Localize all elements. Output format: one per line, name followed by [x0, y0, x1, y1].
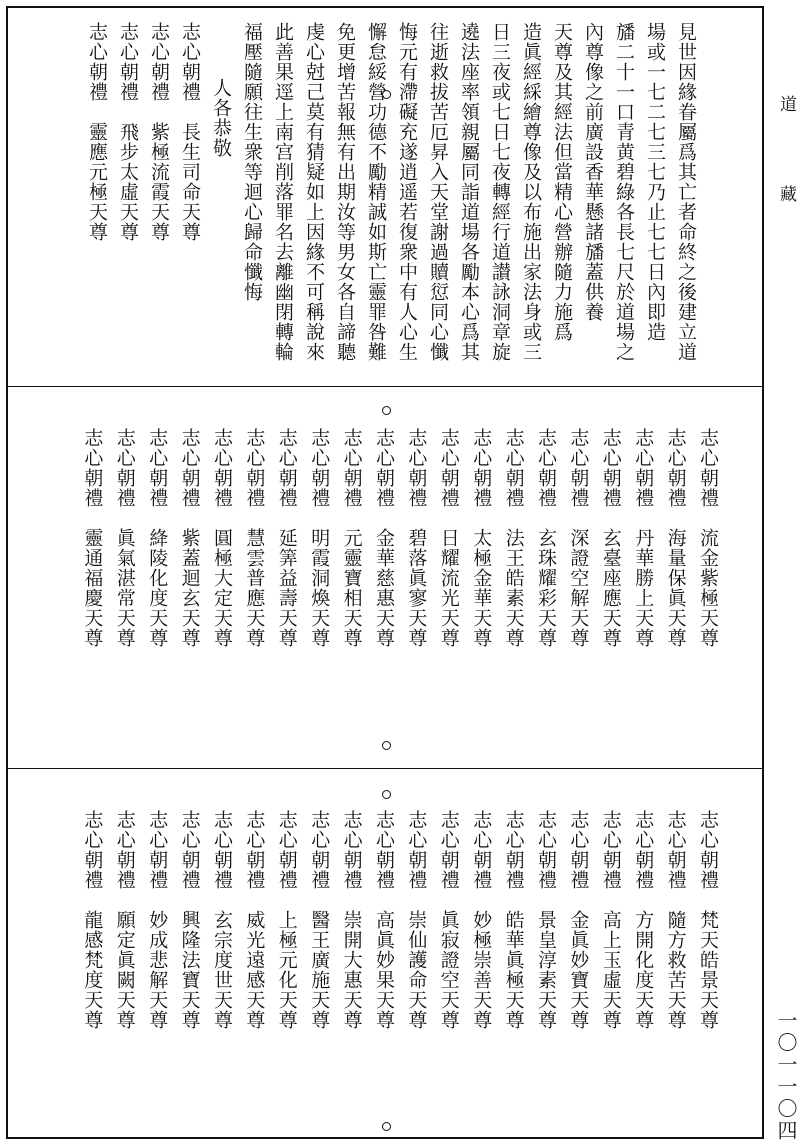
- text-column: 見世因緣眷屬爲其亡者命終之後建立道: [675, 22, 697, 362]
- text-column: 志心朝禮 景皇淳素天尊: [535, 810, 557, 1030]
- text-column: 志心朝禮 金眞妙寶天尊: [567, 810, 590, 1030]
- text-column: 免更增苦報無有出期汝等男女各自諦聽: [334, 22, 356, 362]
- text-column: 志心朝禮 碧落眞寥天尊: [405, 428, 428, 648]
- text-column: 志心朝禮 高上玉虛天尊: [599, 810, 622, 1030]
- text-section-2: [8, 388, 762, 768]
- text-column: 志心朝禮 方開化度天尊: [632, 810, 655, 1030]
- text-column: 志心朝禮 長生司命天尊: [179, 22, 201, 242]
- text-column: 志心朝禮 醫王廣施天尊: [308, 810, 331, 1030]
- circle-marker-icon: [382, 741, 391, 750]
- volume-page-number: 一〇一一〇四: [774, 1010, 798, 1142]
- text-column: 志心朝禮 延筭益壽天尊: [275, 428, 298, 648]
- text-section-1: [8, 8, 762, 386]
- text-column: 志心朝禮 深證空解天尊: [567, 428, 590, 648]
- circle-marker-icon: [382, 406, 391, 415]
- section-divider: [8, 386, 762, 387]
- text-column: 場或一七二七三七乃止七七日內即造: [644, 22, 666, 342]
- text-column: 志心朝禮 紫蓋迴玄天尊: [178, 428, 201, 648]
- text-column: 志心朝禮 太極金華天尊: [470, 428, 493, 648]
- text-column: 志心朝禮 絳陵化度天尊: [146, 428, 169, 648]
- text-column: 志心朝禮 玄宗度世天尊: [211, 810, 233, 1030]
- text-column: 志心朝禮 妙極崇善天尊: [470, 810, 493, 1030]
- text-column: 志心朝禮 興隆法寶天尊: [178, 810, 201, 1030]
- text-column: 日三夜或七日七夜轉經行道讃詠洞章旋: [489, 22, 511, 362]
- text-column: 志心朝禮 眞寂證空天尊: [437, 810, 460, 1030]
- text-column: 志心朝禮 梵天皓景天尊: [697, 810, 719, 1030]
- text-column: 虔心尅己莫有猜疑如上因緣不可稱說來: [303, 22, 325, 362]
- text-column: 志心朝禮 靈應元極天尊: [86, 22, 108, 242]
- text-column: 志心朝禮 流金紫極天尊: [697, 428, 719, 648]
- text-column: 志心朝禮 崇仙護命天尊: [405, 810, 428, 1030]
- text-column: 志心朝禮 靈通福慶天尊: [81, 428, 104, 648]
- circle-marker-icon: [382, 90, 391, 99]
- text-column: 志心朝禮 崇開大惠天尊: [340, 810, 363, 1030]
- margin-label-top: 道: [776, 95, 796, 118]
- text-column: 志心朝禮 慧雲普應天尊: [243, 428, 266, 648]
- text-column: 遶法座率領親屬同詣道場各勵本心爲其: [458, 22, 480, 362]
- text-column: 志心朝禮 元靈寶相天尊: [340, 428, 363, 648]
- text-column: 志心朝禮 海量保眞天尊: [664, 428, 687, 648]
- text-column: 懈怠綏營功德不勵精誠如斯亡靈罪咎難: [365, 22, 387, 362]
- text-column: 福壓隨願往生衆等迴心歸命懺悔: [241, 22, 263, 302]
- text-column: 志心朝禮 高眞妙果天尊: [373, 810, 395, 1030]
- circle-marker-icon: [382, 790, 391, 799]
- section-divider: [8, 768, 762, 769]
- text-column: 志心朝禮 上極元化天尊: [275, 810, 298, 1030]
- text-column: 志心朝禮 金華慈惠天尊: [373, 428, 395, 648]
- text-column: 往逝救拔苦厄昇入天堂謝過贖愆同心懺: [427, 22, 449, 362]
- text-column: 人各恭敬: [210, 78, 232, 158]
- text-column: 志心朝禮 飛步太虛天尊: [117, 22, 139, 242]
- margin-label-bottom: 藏: [776, 185, 796, 208]
- text-column: 志心朝禮 明霞洞煥天尊: [308, 428, 331, 648]
- text-column: 志心朝禮 妙成悲解天尊: [146, 810, 169, 1030]
- text-column: 志心朝禮 眞氣湛常天尊: [113, 428, 136, 648]
- text-section-3: [8, 770, 762, 1138]
- text-column: 志心朝禮 玄珠耀彩天尊: [535, 428, 557, 648]
- text-column: 志心朝禮 法王皓素天尊: [502, 428, 525, 648]
- scripture-page: [6, 6, 764, 1139]
- text-column: 志心朝禮 圓極大定天尊: [211, 428, 233, 648]
- circle-marker-icon: [382, 1122, 391, 1131]
- text-column: 志心朝禮 願定眞闕天尊: [113, 810, 136, 1030]
- text-column: 天尊及其經法但當精心營辦隨力施爲: [551, 22, 573, 342]
- text-column: 悔元有滯礙充遂逍遥若復衆中有人心生: [396, 22, 418, 362]
- text-column: 造眞經綵繪尊像及以布施出家法身或三: [520, 22, 542, 362]
- text-column: 志心朝禮 隨方救苦天尊: [664, 810, 687, 1030]
- text-column: 志心朝禮 丹華勝上天尊: [632, 428, 655, 648]
- text-column: 旙二十一口青黄碧綠各長七尺於道場之: [613, 22, 635, 362]
- text-column: 志心朝禮 皓華眞極天尊: [502, 810, 525, 1030]
- text-column: 志心朝禮 龍感梵度天尊: [81, 810, 104, 1030]
- text-column: 志心朝禮 玄臺座應天尊: [599, 428, 622, 648]
- text-column: 內尊像之前廣設香華懸諸旙蓋供養: [582, 22, 604, 322]
- text-column: 此善果逕上南宫削落罪名去離幽閉轉輪: [272, 22, 294, 362]
- text-column: 志心朝禮 紫極流霞天尊: [148, 22, 170, 242]
- text-column: 志心朝禮 威光遠感天尊: [243, 810, 266, 1030]
- text-column: 志心朝禮 日耀流光天尊: [437, 428, 460, 648]
